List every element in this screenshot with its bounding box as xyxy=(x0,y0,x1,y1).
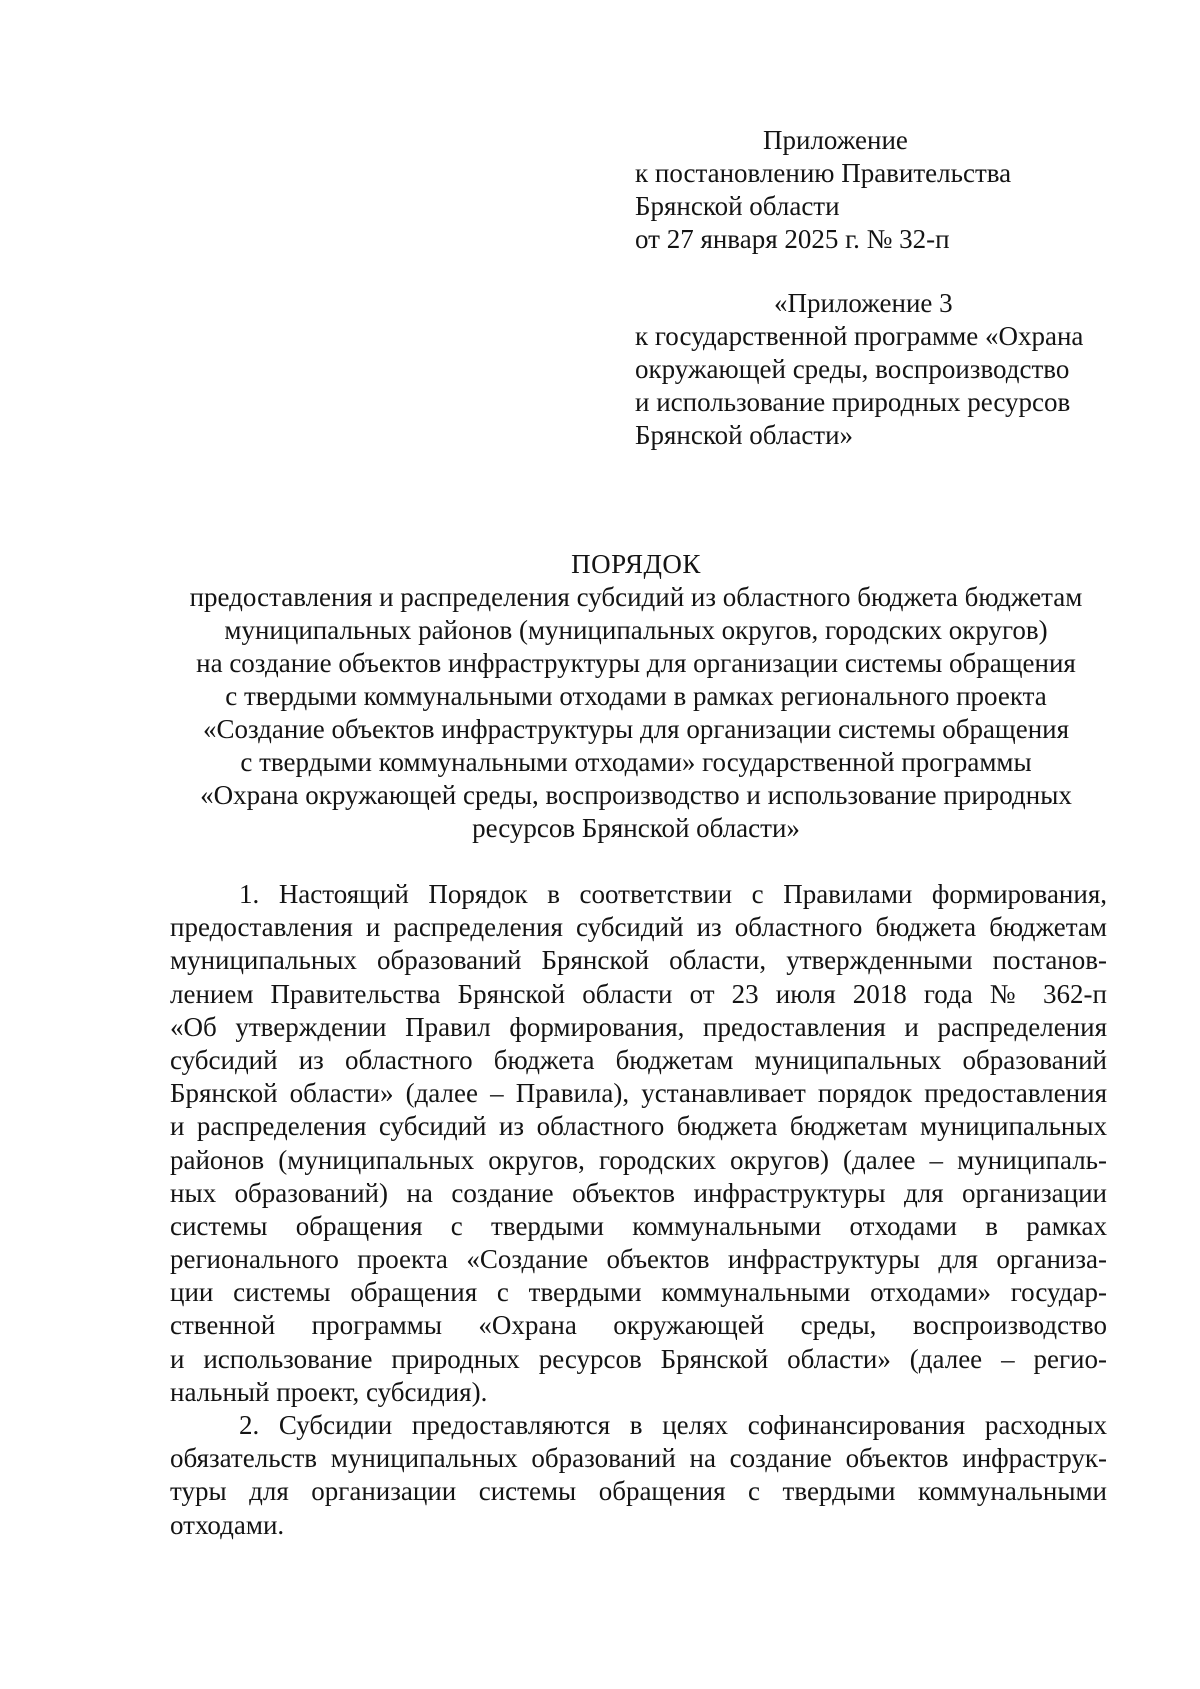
title-line: с твердыми коммунальными отходами в рамках регионального проекта xyxy=(225,681,1047,711)
annex-header-line: Приложение xyxy=(763,125,908,155)
paragraph-line: нальный проект, субсидия). xyxy=(170,1376,488,1407)
title-line: на создание объектов инфраструктуры для организации системы обращения xyxy=(196,648,1076,678)
paragraph-line: регионального проекта «Создание объектов инфраструктуры для организа- xyxy=(170,1244,1107,1275)
title-line: ресурсов Брянской области» xyxy=(472,813,800,843)
program-annex-line: Брянской области» xyxy=(635,420,854,450)
paragraph-line: отходами. xyxy=(170,1509,285,1540)
document-title xyxy=(165,548,1107,845)
program-annex-line: окружающей среды, воспроизводство xyxy=(635,354,1070,384)
paragraph-line: предоставления и распределения субсидий из областного бюджета бюджетам xyxy=(170,912,1107,943)
paragraph-line: системы обращения с твердыми коммунальными отходами в рамках xyxy=(170,1210,1107,1241)
paragraph-2 xyxy=(170,1409,1107,1542)
paragraph-line: 2. Субсидии предоставляются в целях софинансирования расходных xyxy=(239,1410,1107,1440)
annex-header-line: Брянской области xyxy=(635,191,840,221)
paragraph-line: ции системы обращения с твердыми коммунальными отходами» государ- xyxy=(170,1277,1107,1308)
title-line: муниципальных районов (муниципальных округов, городских округов) xyxy=(224,615,1048,645)
paragraph-line: муниципальных образований Брянской области, утвержденными постанов- xyxy=(170,945,1107,976)
paragraph-line: субсидий из областного бюджета бюджетам муниципальных образований xyxy=(170,1044,1107,1075)
program-annex-line: и использование природных ресурсов xyxy=(635,387,1071,417)
paragraph-line: ных образований) на создание объектов инфраструктуры для организации xyxy=(170,1177,1107,1208)
program-annex-line: к государственной программе «Охрана xyxy=(635,321,1084,351)
paragraph-1 xyxy=(170,878,1107,1409)
title-line: «Создание объектов инфраструктуры для организации системы обращения xyxy=(202,714,1070,744)
paragraph-line: и распределения субсидий из областного бюджета бюджетам муниципальных xyxy=(170,1111,1107,1142)
annex-header-line: от 27 января 2025 г. № 32-п xyxy=(635,224,950,254)
program-annex-block xyxy=(635,287,1083,452)
title-line: предоставления и распределения субсидий из областного бюджета бюджетам xyxy=(189,582,1083,612)
title-line: «Охрана окружающей среды, воспроизводство и использование природных xyxy=(200,780,1072,810)
program-annex-line: «Приложение 3 xyxy=(774,288,953,318)
paragraph-line: ственной программы «Охрана окружающей среды, воспроизводство xyxy=(170,1310,1107,1341)
annex-header-block xyxy=(635,124,1011,256)
paragraph-line: обязательств муниципальных образований на создание объектов инфраструк- xyxy=(170,1443,1107,1474)
paragraph-line: 1. Настоящий Порядок в соответствии с Правилами формирования, xyxy=(239,879,1107,909)
title-line: с твердыми коммунальными отходами» государственной программы xyxy=(240,747,1032,777)
paragraph-line: лением Правительства Брянской области от 23 июля 2018 года № 362-п xyxy=(170,978,1107,1009)
paragraph-line: районов (муниципальных округов, городских округов) (далее – муниципаль- xyxy=(170,1144,1107,1175)
document-heading: ПОРЯДОК xyxy=(571,549,701,579)
paragraph-line: туры для организации системы обращения с твердыми коммунальными xyxy=(170,1476,1107,1507)
paragraph-line: и использование природных ресурсов Брянской области» (далее – регио- xyxy=(170,1343,1107,1374)
document-body xyxy=(170,878,1107,1542)
paragraph-line: «Об утверждении Правил формирования, предоставления и распределения xyxy=(170,1011,1107,1042)
annex-header-line: к постановлению Правительства xyxy=(635,158,1012,188)
paragraph-line: Брянской области» (далее – Правила), устанавливает порядок предоставления xyxy=(170,1078,1107,1109)
